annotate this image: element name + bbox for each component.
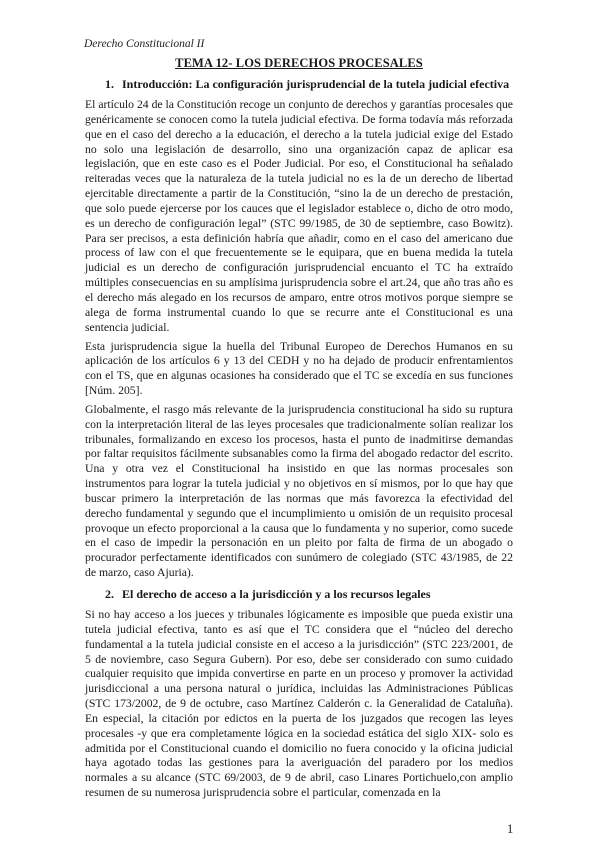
paragraph: Globalmente, el rasgo más relevante de la jurisprudencia constitucional ha sido su ruptura con la interpretación literal de las leyes procesales que tradicionalmente solían realizar los tribunales, formalizando en exceso los procesos, hasta el punto de inadmitirse demandas por faltar requisitos fácilmente subsanables como la firma del abogado redactor del escrito. Una y otra vez el Constitucional ha insistido en que las normas procesales son instrumentos para lograr la tutela judicial y no objetivos en sí mismos, por lo que hay que buscar primero la interpretación de las normas que más favorezca la efectividad del derecho fundamental y segundo que el incumplimiento u omisión de un requisito procesal provoque un efecto proporcional a la causa que lo fundamenta y no superior, como sucede en el caso de impedir la personación en un pleito por falta de firma de un abogado o procurador perfectamente identificados con sunúmero de colegiado (STC 43/1985, de 22 de marzo, caso Ajuria). — [85, 402, 513, 580]
page-number: 1 — [507, 822, 514, 836]
section-heading-2 — [85, 587, 513, 602]
page-content — [85, 54, 513, 805]
running-header: Derecho Constitucional II — [84, 38, 205, 50]
section-number: 2. — [105, 587, 114, 601]
section-number: 1. — [105, 77, 114, 91]
section-title: El derecho de acceso a la jurisdicción y a los recursos legales — [122, 587, 431, 601]
paragraph: El artículo 24 de la Constitución recoge un conjunto de derechos y garantías procesales que genéricamente se conocen como la tutela judicial efectiva. De forma todavía más reforzada que en el caso del derecho a la educación, el derecho a la tutela judicial exige del Estado no solo una legislación de desarrollo, sino una organización capaz de aplicar esa legislación, que en este caso es el Poder Judicial. Por eso, el Constitucional ha señalado reiteradas veces que la naturaleza de la tutela judicial no es la de un derecho de libertad ejercitable directamente a partir de la Constitución, “sino la de un derecho de prestación, que solo puede ejercerse por los cauces que el legislador establece o, dicho de otro modo, es un derecho de configuración legal” (STC 99/1985, de 30 de septiembre, caso Bowitz). Para ser precisos, a esta definición habría que añadir, como en el caso del americano due process of law con el que frecuentemente se le equipara, que en buena medida la tutela judicial es un derecho de configuración jurisprudencial encuanto el TC ha extraído múltiples consecuencias en su amplísima jurisprudencia sobre el art.24, que año tras año es el derecho más alegado en los recursos de amparo, entre otros motivos porque siempre se alega de forma instrumental cuando lo que se recurre ante el Constitucional es una sentencia judicial. — [85, 98, 513, 334]
paragraph: Si no hay acceso a los jueces y tribunales lógicamente es imposible que pueda existir una tutela judicial efectiva, tanto es así que el TC considera que el “núcleo del derecho fundamental a la tutela judicial consiste en el acceso a la jurisdicción” (STC 223/2001, de 5 de noviembre, caso Segura Gubern). Por eso, debe ser considerado con sumo cuidado cualquier requisito que impida convertirse en parte en un proceso y promover la actividad jurisdiccional a una persona natural o jurídica, incluidas las Administraciones Públicas (STC 173/2002, de 9 de octubre, caso Martínez Calderón c. la Generalidad de Cataluña). En especial, la citación por edictos en la puerta de los juzgados que recogen las leyes procesales -y que era completamente lógica en la sociedad estática del siglo XIX- solo es admitida por el Constitucional cuando el domicilio no fuera conocido y la oficina judicial haya agotado todas las gestiones para la averiguación del paradero por los medios normales a su alcance (STC 69/2003, de 9 de abril, caso Linares Portichuelo,con amplio resumen de su numerosa jurisprudencia sobre el particular, comenzada en la — [85, 608, 513, 800]
section-heading-1 — [85, 77, 513, 92]
paragraph: Esta jurisprudencia sigue la huella del Tribunal Europeo de Derechos Humanos en su aplicación de los artículos 6 y 13 del CEDH y no ha dejado de producir enfrentamientos con el TS, que en algunas ocasiones ha considerado que el TC se excedía en sus funciones [Núm. 205]. — [85, 339, 513, 398]
chapter-title: TEMA 12- LOS DERECHOS PROCESALES — [175, 56, 423, 70]
section-title: Introducción: La configuración jurisprudencial de la tutela judicial efectiva — [122, 77, 510, 91]
